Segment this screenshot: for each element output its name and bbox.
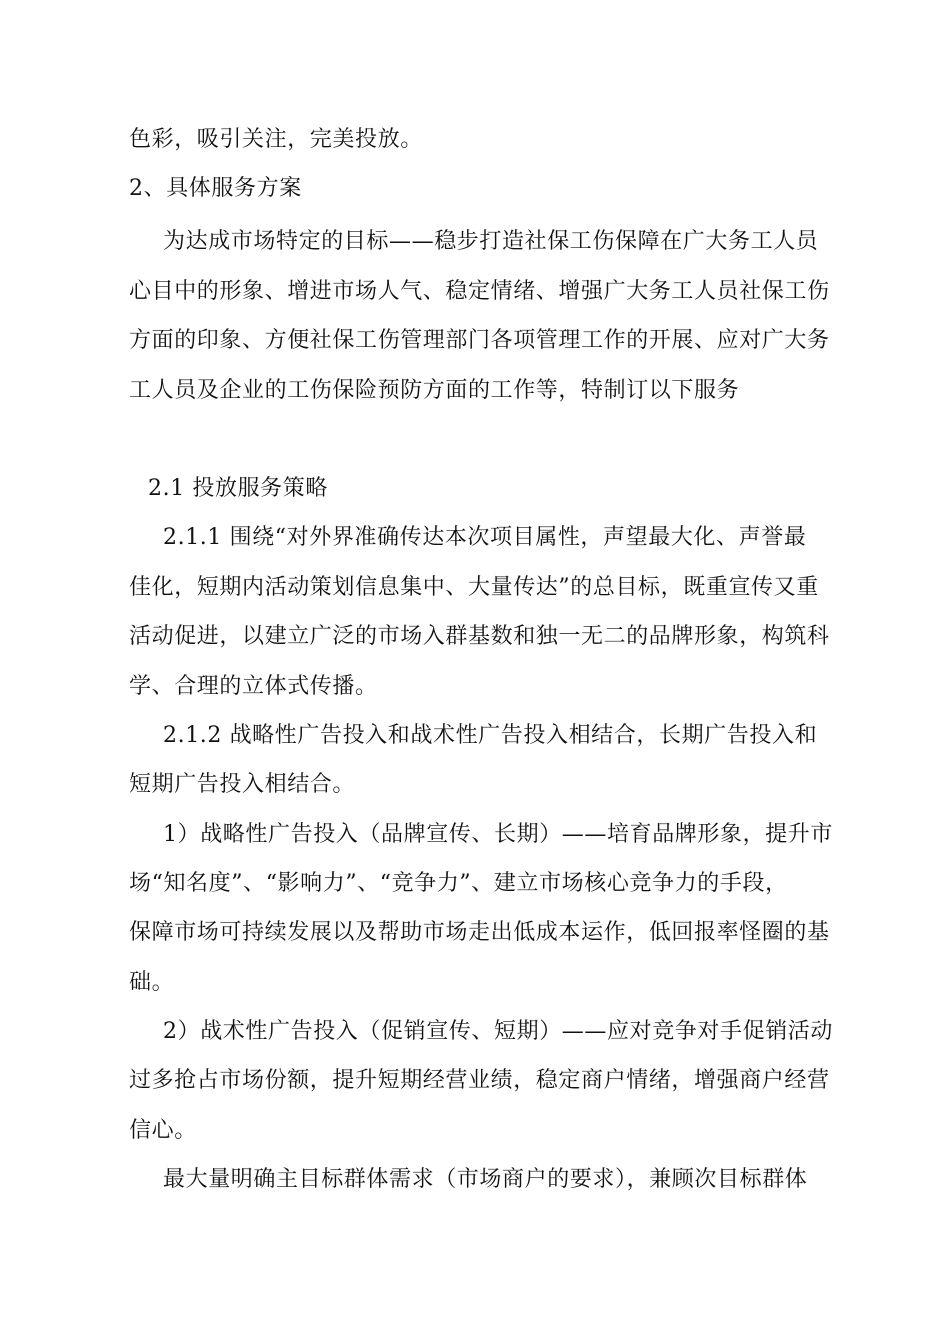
- paragraph-line: 学、合理的立体式传播。: [129, 674, 378, 699]
- paragraph-line: 场“知名度”、“影响力”、“竞争力”、建立市场核心竞争力的手段，: [129, 871, 788, 896]
- paragraph-line: 方面的印象、方便社保工伤管理部门各项管理工作的开展、应对广大务: [129, 328, 830, 353]
- paragraph-line: 佳化，短期内活动策划信息集中、大量传达”的总目标，既重宣传又重: [129, 575, 819, 600]
- paragraph-line: 础。: [129, 970, 175, 995]
- paragraph-line: 2）战术性广告投入（促销宣传、短期）——应对竞争对手促销活动: [163, 1019, 833, 1044]
- paragraph-line: 色彩，吸引关注，完美投放。: [129, 127, 423, 152]
- paragraph-line: 为达成市场特定的目标——稳步打造社保工伤保障在广大务工人员: [163, 229, 819, 254]
- paragraph-line: 短期广告投入相结合。: [129, 772, 356, 797]
- section-heading: 2、具体服务方案: [129, 176, 302, 201]
- paragraph-line: 工人员及企业的工伤保险预防方面的工作等，特制订以下服务: [129, 378, 740, 403]
- paragraph-line: 2.1.1 围绕“对外界准确传达本次项目属性，声望最大化、声誉最: [163, 525, 807, 550]
- paragraph-line: 心目中的形象、增进市场人气、稳定情绪、增强广大务工人员社保工伤: [129, 279, 830, 304]
- paragraph-line: 保障市场可持续发展以及帮助市场走出低成本运作，低回报率怪圈的基: [129, 920, 830, 945]
- paragraph-line: 2.1.2 战略性广告投入和战术性广告投入相结合，长期广告投入和: [163, 723, 818, 748]
- paragraph-line: 信心。: [129, 1118, 197, 1143]
- paragraph-line: 过多抢占市场份额，提升短期经营业绩，稳定商户情绪，增强商户经营: [129, 1068, 830, 1093]
- paragraph-line: 最大量明确主目标群体需求（市场商户的要求），兼顾次目标群体: [163, 1167, 808, 1192]
- paragraph-line: 活动促进，以建立广泛的市场入群基数和独一无二的品牌形象，构筑科: [129, 624, 830, 649]
- paragraph-line: 1）战略性广告投入（品牌宣传、长期）——培育品牌形象，提升市: [163, 822, 833, 847]
- subsection-heading: 2.1 投放服务策略: [148, 476, 328, 501]
